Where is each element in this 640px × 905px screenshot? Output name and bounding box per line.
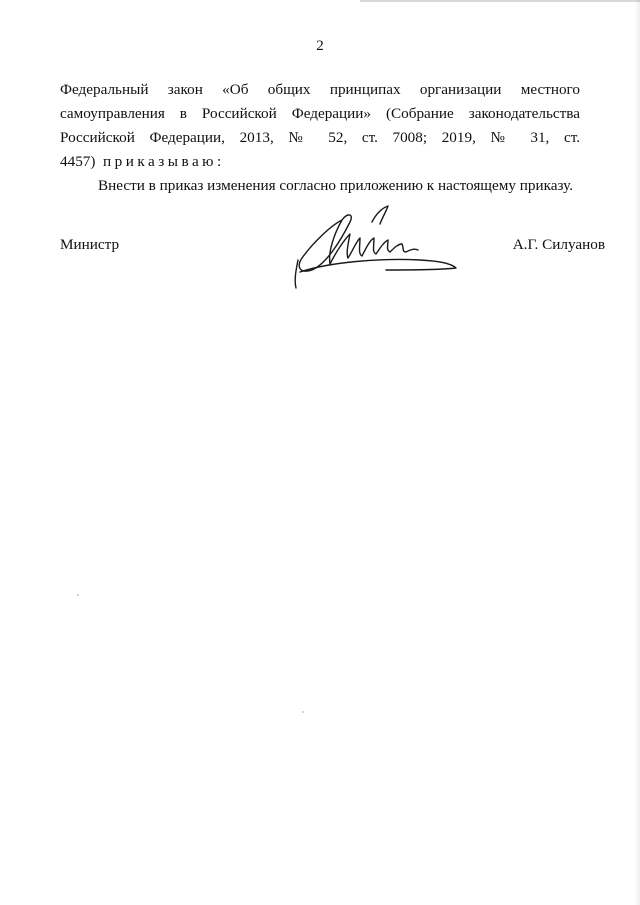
paragraph-order: Внести в приказ изменения согласно приложению к настоящему приказу.: [98, 177, 574, 194]
handwritten-signature: [290, 200, 462, 292]
signatory-title: Министр: [60, 236, 120, 253]
scan-speck: [77, 594, 79, 596]
paragraph-lead-text: Федеральный закон «Об общих принципах организации местного самоуправления в Российской Федерации» (Собрание законодательства Российской Федерации, 2013, № 52, ст. 7008; 2019, № 31, ст. 4457): [60, 81, 580, 170]
signatory-name: А.Г. Силуанов: [512, 236, 605, 253]
scan-edge-shadow: [634, 0, 640, 905]
page-number: 2: [316, 38, 324, 54]
scan-speck: [302, 711, 304, 713]
paragraph-legal-basis: [60, 78, 580, 174]
scan-edge-line: [360, 0, 640, 2]
document-body: [60, 78, 580, 198]
order-word: приказываю:: [103, 153, 225, 170]
